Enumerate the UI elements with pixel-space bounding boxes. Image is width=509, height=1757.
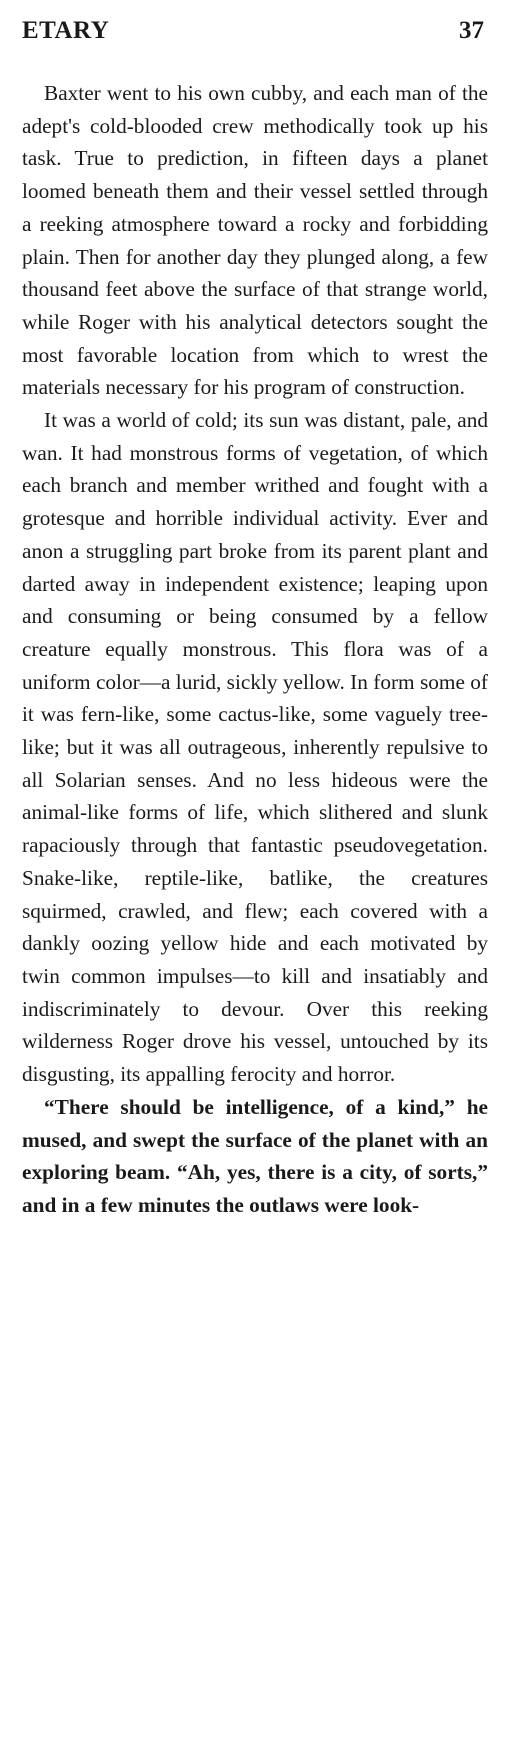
paragraph-world-of-cold: It was a world of cold; its sun was distant, pale, and wan. It had monstrous forms of vegetation, of which each branch and member writhed and fought with a grotesque and horrible individual activity. Ever and anon a struggling part broke from its parent plant and darted away in independent existence; leaping upon and consuming or being consumed by a fellow creature equally monstrous. This flora was of a uniform color—a lurid, sickly yellow. In form some of it was fern-like, some cactus-like, some vaguely tree-like; but it was all outrageous, inherently repulsive to all Solarian senses. And no less hideous were the animal-like forms of life, which slithered and slunk rapaciously through that fantastic pseudovegetation. Snake-like, reptile-like, batlike, the creatures squirmed, crawled, and flew; each covered with a dankly oozing yellow hide and each motivated by twin common impulses—to kill and insatiably and indiscriminately to devour. Over this reeking wilderness Roger drove his vessel, untouched by its disgusting, its appalling ferocity and horror.: [22, 408, 488, 1087]
page-header: [22, 14, 484, 48]
paragraph-baxter: Baxter went to his own cubby, and each man of the adept's cold-blooded crew methodically took up his task. True to prediction, in fifteen days a planet loomed beneath them and their vessel settled through a reeking atmosphere toward a rocky and forbidding plain. Then for another day they plunged along, a few thousand feet above the surface of that strange world, while Roger with his analytical detectors sought the most favorable location from which to wrest the materials necessary for his program of construction.: [22, 81, 488, 400]
running-title: ETARY: [22, 17, 110, 44]
page-number: 37: [459, 17, 484, 44]
paragraph-intelligence: “There should be intelligence, of a kind,” he mused, and swept the surface of the planet with an exploring beam. “Ah, yes, there is a city, of sorts,” and in a few minutes the outlaws were look-: [22, 1094, 488, 1217]
body-text: [22, 77, 488, 1222]
